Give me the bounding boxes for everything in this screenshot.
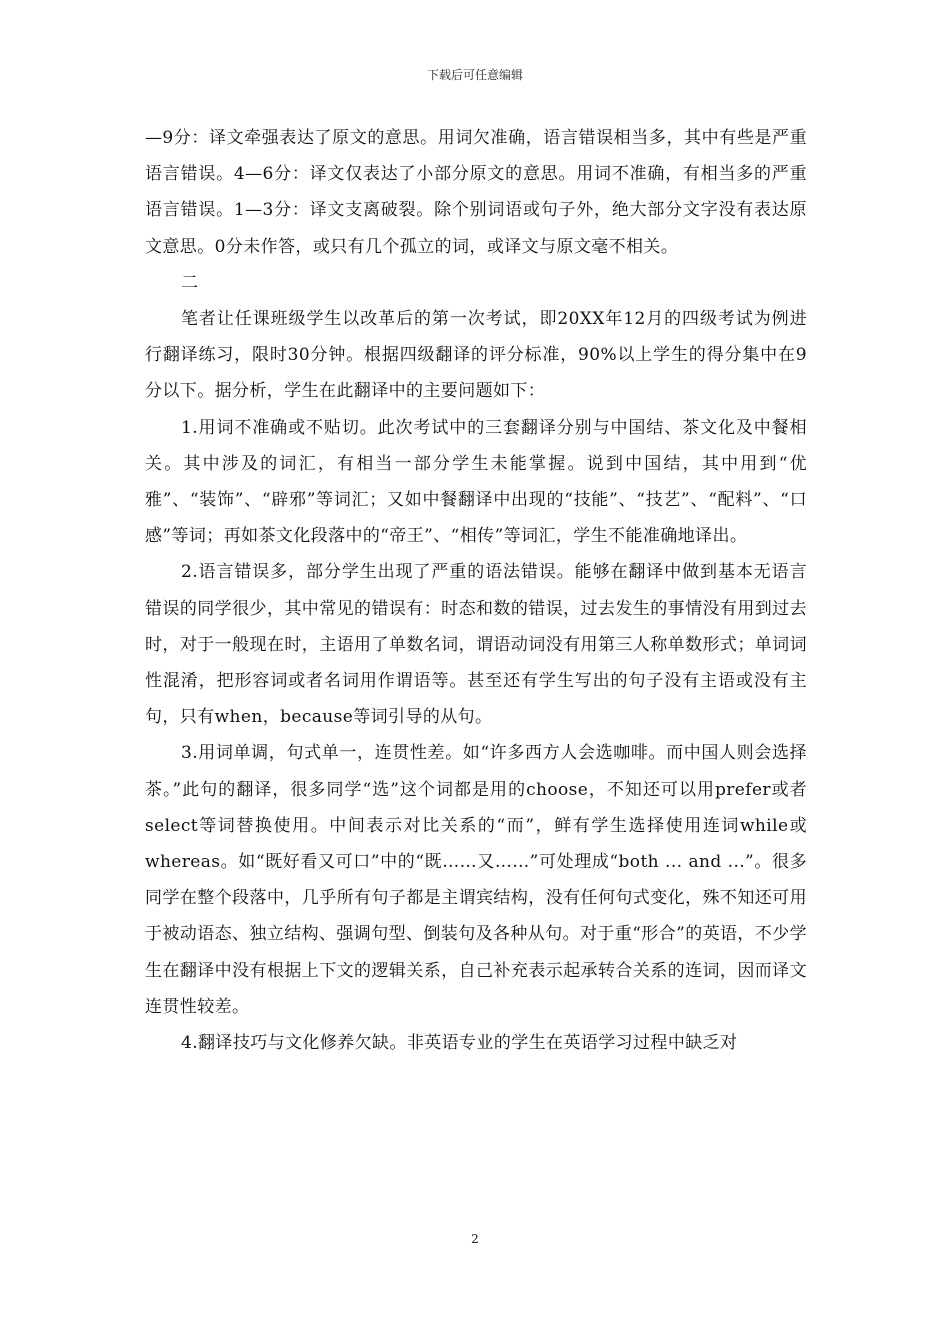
paragraph-problem-1: 1.用词不准确或不贴切。此次考试中的三套翻译分别与中国结、茶文化及中餐相关。其中涉及的词汇，有相当一部分学生未能掌握。说到中国结，其中用到“优雅”、“装饰”、“辟邪”等词汇；又如中餐翻译中出现的“技能”、“技艺”、“配料”、“口感”等词；再如茶文化段落中的“帝王”、“相传”等词汇，学生不能准确地译出。 xyxy=(145,417,807,547)
paragraph-problem-4: 4.翻译技巧与文化修养欠缺。非英语专业的学生在英语学习过程中缺乏对 xyxy=(181,1033,738,1054)
paragraph-problem-2: 2.语言错误多，部分学生出现了严重的语法错误。能够在翻译中做到基本无语言错误的同学很少，其中常见的错误有：时态和数的错误，过去发生的事情没有用到过去时，对于一般现在时，主语用了单数名词，谓语动词没有用第三人称单数形式；单词词性混淆，把形容词或者名词用作谓语等。甚至还有学生写出的句子没有主语或没有主句，只有when，because等词引导的从句。 xyxy=(145,562,807,728)
page-number: 2 xyxy=(471,1232,479,1246)
paragraph-scoring-continued: —9分：译文牵强表达了原文的意思。用词欠准确，语言错误相当多，其中有些是严重语言错误。4—6分：译文仅表达了小部分原文的意思。用词不准确，有相当多的严重语言错误。1—3分：译文支离破裂。除个别词语或句子外，绝大部分文字没有表达原文意思。0分未作答，或只有几个孤立的词，或译文与原文毫不相关。 xyxy=(145,128,807,257)
section-heading-two: 二 xyxy=(181,272,199,293)
page-header: 下载后可任意编辑 xyxy=(426,68,523,82)
paragraph-practice-intro: 笔者让任课班级学生以改革后的第一次考试，即20XX年12月的四级考试为例进行翻译练习，限时30分钟。根据四级翻译的评分标准，90%以上学生的得分集中在9分以下。据分析，学生在此翻译中的主要问题如下： xyxy=(145,309,807,402)
document-body xyxy=(145,120,807,1061)
paragraph-problem-3: 3.用词单调，句式单一，连贯性差。如“许多西方人会选咖啡。而中国人则会选择茶。”此句的翻译，很多同学“选”这个词都是用的choose，不知还可以用prefer或者select等词替换使用。中间表示对比关系的“而”，鲜有学生选择使用连词while或whereas。如“既好看又可口”中的“既……又……”可处理成“both ... and ...”。很多同学在整个段落中，几乎所有句子都是主谓宾结构，没有任何句式变化，殊不知还可用于被动语态、独立结构、强调句型、倒装句及各种从句。对于重“形合”的英语，不少学生在翻译中没有根据上下文的逻辑关系，自己补充表示起承转合关系的连词，因而译文连贯性较差。 xyxy=(145,743,807,1017)
